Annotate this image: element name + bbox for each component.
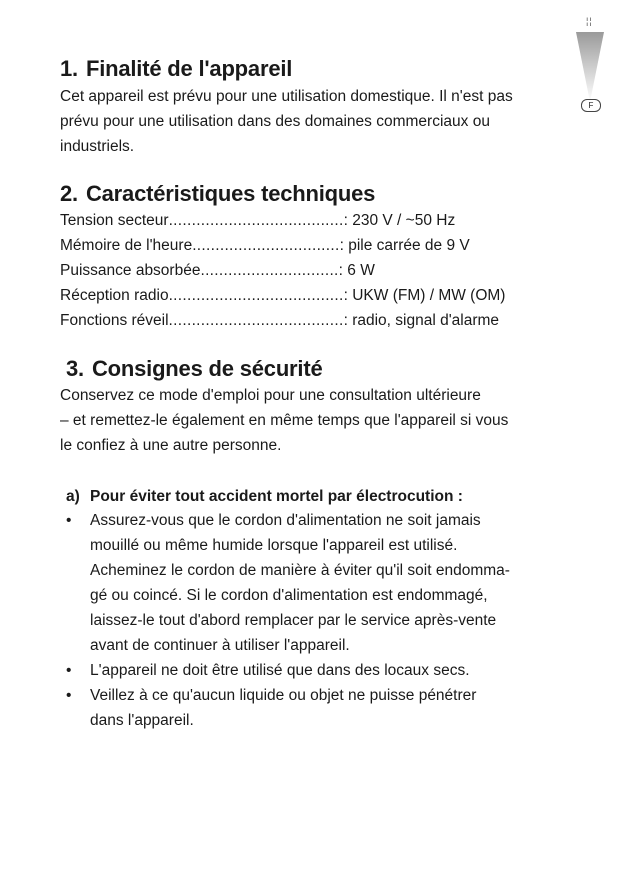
section-1-number: 1. <box>60 56 78 81</box>
bullet-line: L'appareil ne doit être utilisé que dans des locaux secs. <box>90 662 470 679</box>
section-3-heading <box>66 356 323 382</box>
bullet-line: mouillé ou même humide lorsque l'appareil est utilisé. <box>90 537 458 554</box>
bullet-line: Veillez à ce qu'aucun liquide ou objet ne puisse pénétrer <box>90 687 477 704</box>
spec-dots: ...................................... <box>168 287 344 304</box>
section-2-title: Caractéristiques techniques <box>85 181 376 206</box>
spec-row <box>60 283 560 308</box>
bullet-line: Acheminez le cordon de manière à éviter qu'il soit endomma- <box>90 562 510 579</box>
section-3-paragraph <box>60 383 570 458</box>
spec-row <box>60 208 560 233</box>
bullet-line: avant de continuer à utiliser l'appareil. <box>90 637 350 654</box>
spec-dots: ...................................... <box>168 312 344 329</box>
bullet-line: Assurez-vous que le cordon d'alimentation ne soit jamais <box>90 512 481 529</box>
spec-label: Puissance absorbée <box>60 262 201 279</box>
bullet-dot: • <box>66 662 72 679</box>
bullet-dot: • <box>66 687 72 704</box>
bullet-dot: • <box>66 512 72 529</box>
bullet-text <box>90 683 560 733</box>
bullet-text <box>90 658 560 683</box>
spec-row <box>60 258 560 283</box>
bullet-line: laissez-le tout d'abord remplacer par le service après-vente <box>90 612 497 629</box>
spec-dots: ................................ <box>192 237 340 254</box>
spec-list <box>60 208 560 333</box>
spec-value: : 6 W <box>338 262 375 279</box>
spec-value: : pile carrée de 9 V <box>339 237 470 254</box>
paragraph-line: – et remettez-le également en même temps que l'appareil si vous <box>60 412 509 429</box>
section-1-paragraph <box>60 84 570 159</box>
list-item <box>60 508 560 658</box>
paragraph-line: Cet appareil est prévu pour une utilisation domestique. Il n'est pas <box>60 88 513 105</box>
section-3-number: 3. <box>66 356 84 381</box>
tab-marks: ¦¦ <box>586 16 593 26</box>
spec-label: Fonctions réveil <box>60 312 169 329</box>
language-tab <box>576 12 606 112</box>
spec-label: Tension secteur <box>60 212 169 229</box>
list-item <box>60 683 560 733</box>
spec-row <box>60 233 560 258</box>
spec-dots: .............................. <box>200 262 339 279</box>
subsection-a-title: Pour éviter tout accident mortel par électrocution : <box>90 488 463 505</box>
spec-dots: ...................................... <box>168 212 344 229</box>
subsection-a-heading <box>66 484 463 509</box>
bullet-text <box>90 508 560 658</box>
section-2-number: 2. <box>60 181 78 206</box>
tab-triangle-icon <box>576 32 604 104</box>
section-1-heading <box>60 56 292 82</box>
spec-value: : UKW (FM) / MW (OM) <box>343 287 506 304</box>
section-3-title: Consignes de sécurité <box>91 356 323 381</box>
language-badge: F <box>581 99 601 112</box>
bullet-list <box>60 508 560 733</box>
spec-value: : radio, signal d'alarme <box>343 312 500 329</box>
spec-row <box>60 308 560 333</box>
subsection-a-label: a) <box>66 488 80 505</box>
spec-value: : 230 V / ~50 Hz <box>343 212 456 229</box>
paragraph-line: prévu pour une utilisation dans des domaines commerciaux ou <box>60 113 490 130</box>
bullet-line: gé ou coincé. Si le cordon d'alimentation est endommagé, <box>90 587 488 604</box>
section-2-heading <box>60 181 375 207</box>
section-1-title: Finalité de l'appareil <box>85 56 293 81</box>
spec-label: Mémoire de l'heure <box>60 237 193 254</box>
bullet-line: dans l'appareil. <box>90 712 194 729</box>
paragraph-line: Conservez ce mode d'emploi pour une consultation ultérieure <box>60 387 481 404</box>
spec-label: Réception radio <box>60 287 169 304</box>
paragraph-line: le confiez à une autre personne. <box>60 437 282 454</box>
paragraph-line: industriels. <box>60 138 135 155</box>
list-item <box>60 658 560 683</box>
